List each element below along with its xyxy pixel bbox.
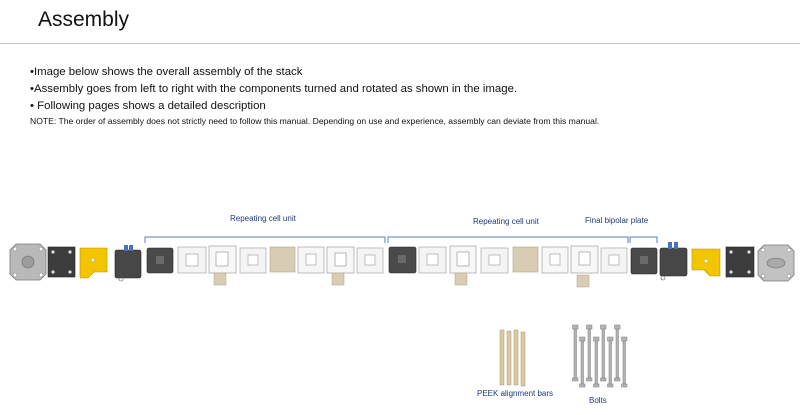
label-repeating-cell-unit-2: Repeating cell unit [473,217,539,226]
label-final-bipolar-plate: Final bipolar plate [585,216,649,225]
bullet-direction: •Assembly goes from left to right with the components turned and rotated as shown in the image. [30,83,518,95]
right-end-bipolar-plate [660,242,687,280]
label-bolts: Bolts [589,396,607,405]
right-current-collector [692,249,720,276]
bullet-overview: •Image below shows the overall assembly of the stack [30,66,303,78]
left-end-plate [10,244,46,280]
assembly-note: NOTE: The order of assembly does not strictly need to follow this manual. Depending on use and experience, assembly can deviate from this manual. [30,116,600,126]
cell-unit-1 [147,246,383,285]
bolts [573,325,628,387]
peek-alignment-bars [500,330,525,386]
right-end-plate [758,245,794,281]
bracket-repeating-cell-unit-1 [145,237,385,243]
bracket-repeating-cell-unit-2 [388,237,628,243]
final-bipolar-plate [631,248,657,274]
label-peek-alignment-bars: PEEK alignment bars [477,389,554,398]
label-repeating-cell-unit-1: Repeating cell unit [230,214,296,223]
cell-unit-2 [389,246,627,287]
left-end-bipolar-plate [115,245,141,281]
right-insulation-plate [726,247,754,277]
left-insulation-plate [48,247,75,277]
bullet-following-pages: • Following pages shows a detailed description [30,100,266,112]
bracket-final-bipolar-plate [630,237,657,243]
page-title: Assembly [38,8,130,31]
left-current-collector [80,248,107,278]
